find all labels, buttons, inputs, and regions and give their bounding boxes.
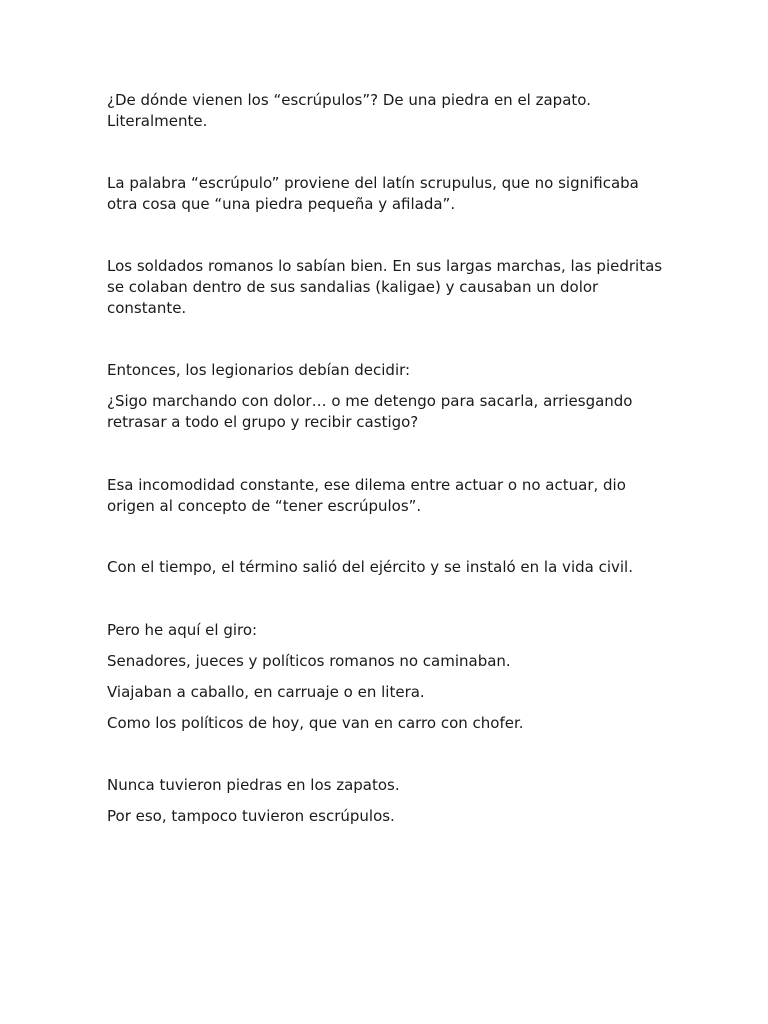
paragraph-13: Por eso, tampoco tuvieron escrúpulos. bbox=[107, 807, 395, 825]
paragraph-10: Viajaban a caballo, en carruaje o en litera. bbox=[107, 683, 425, 701]
paragraph-6: Esa incomodidad constante, ese dilema entre actuar o no actuar, dio origen al concepto de “tener escrúpulos”. bbox=[107, 476, 626, 515]
paragraph-8: Pero he aquí el giro: bbox=[107, 621, 258, 639]
paragraph-2: La palabra “escrúpulo” proviene del latín scrupulus, que no significaba otra cosa que “una piedra pequeña y afilada”. bbox=[107, 174, 639, 213]
paragraph-3: Los soldados romanos lo sabían bien. En sus largas marchas, las piedritas se colaban dentro de sus sandalias (kaligae) y causaban un dolor constante. bbox=[107, 257, 663, 317]
paragraph-4: Entonces, los legionarios debían decidir: bbox=[107, 361, 411, 379]
paragraph-1: ¿De dónde vienen los “escrúpulos”? De una piedra en el zapato. Literalmente. bbox=[107, 91, 591, 130]
paragraph-11: Como los políticos de hoy, que van en carro con chofer. bbox=[107, 714, 524, 732]
paragraph-7: Con el tiempo, el término salió del ejército y se instaló en la vida civil. bbox=[107, 558, 633, 576]
paragraph-9: Senadores, jueces y políticos romanos no caminaban. bbox=[107, 652, 511, 670]
paragraph-12: Nunca tuvieron piedras en los zapatos. bbox=[107, 776, 400, 794]
paragraph-5: ¿Sigo marchando con dolor… o me detengo para sacarla, arriesgando retrasar a todo el grupo y recibir castigo? bbox=[107, 392, 633, 431]
